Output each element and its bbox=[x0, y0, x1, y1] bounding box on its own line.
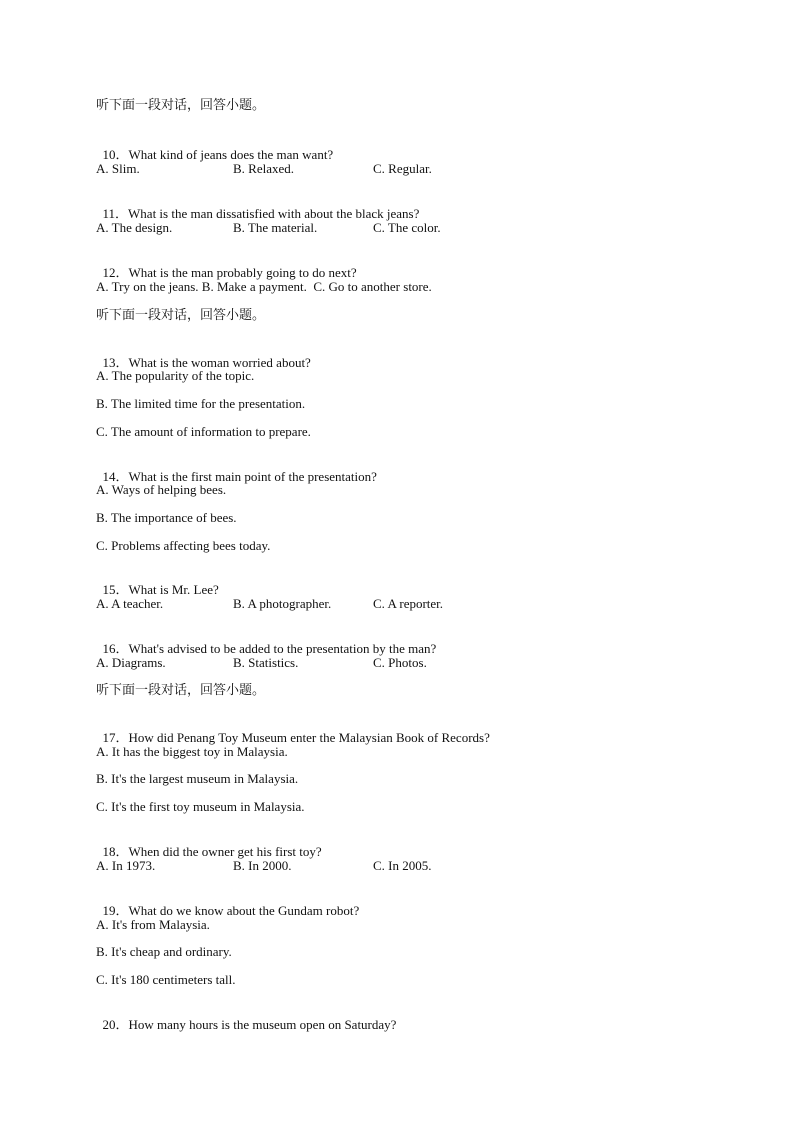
question-13 bbox=[96, 339, 311, 370]
question-19 bbox=[96, 887, 360, 918]
question-number: 10． bbox=[102, 147, 129, 162]
question-number: 13． bbox=[102, 355, 129, 370]
option-c[interactable]: C. In 2005. bbox=[373, 858, 432, 873]
option-b[interactable]: B. In 2000. bbox=[233, 858, 292, 873]
option-a[interactable]: A. Diagrams. bbox=[96, 655, 166, 670]
question-number: 17． bbox=[102, 730, 129, 745]
option-a[interactable]: A. Slim. bbox=[96, 161, 140, 176]
question-text: What is the man probably going to do next? bbox=[128, 265, 357, 280]
question-number: 16． bbox=[102, 641, 129, 656]
question-text: What is the woman worried about? bbox=[128, 355, 311, 370]
question-text: What is the man dissatisfied with about the black jeans? bbox=[128, 206, 420, 221]
option-c[interactable]: C. A reporter. bbox=[373, 596, 444, 611]
option-b[interactable]: B. Relaxed. bbox=[233, 161, 295, 176]
question-number: 20． bbox=[102, 1017, 129, 1032]
option-b[interactable]: B. The importance of bees. bbox=[96, 510, 237, 525]
question-15 bbox=[96, 566, 219, 597]
option-b[interactable]: B. It's cheap and ordinary. bbox=[96, 944, 232, 959]
question-14 bbox=[96, 453, 377, 484]
question-number: 18． bbox=[102, 844, 129, 859]
section-heading: 听下面一段对话，回答小题。 bbox=[96, 308, 266, 323]
options-line[interactable]: A. Try on the jeans. B. Make a payment. C. Go to another store. bbox=[96, 279, 432, 294]
question-text: When did the owner get his first toy? bbox=[128, 844, 322, 859]
question-16 bbox=[96, 625, 437, 656]
option-b[interactable]: B. It's the largest museum in Malaysia. bbox=[96, 771, 299, 786]
option-c[interactable]: C. It's the first toy museum in Malaysia. bbox=[96, 799, 305, 814]
question-number: 12． bbox=[102, 265, 129, 280]
option-b[interactable]: B. The limited time for the presentation. bbox=[96, 396, 306, 411]
question-text: How many hours is the museum open on Saturday? bbox=[128, 1017, 397, 1032]
section-heading: 听下面一段对话，回答小题。 bbox=[96, 683, 266, 698]
option-a[interactable]: A. A teacher. bbox=[96, 596, 164, 611]
option-a[interactable]: A. In 1973. bbox=[96, 858, 156, 873]
question-number: 15． bbox=[102, 582, 129, 597]
option-c[interactable]: C. The amount of information to prepare. bbox=[96, 424, 311, 439]
option-a[interactable]: A. The design. bbox=[96, 220, 173, 235]
question-number: 19． bbox=[102, 903, 129, 918]
question-text: How did Penang Toy Museum enter the Malaysian Book of Records? bbox=[128, 730, 490, 745]
option-c[interactable]: C. Problems affecting bees today. bbox=[96, 538, 271, 553]
section-heading: 听下面一段对话，回答小题。 bbox=[96, 98, 266, 113]
question-11 bbox=[96, 190, 420, 221]
option-a[interactable]: A. Ways of helping bees. bbox=[96, 482, 227, 497]
question-number: 11． bbox=[102, 206, 129, 221]
question-text: What do we know about the Gundam robot? bbox=[128, 903, 360, 918]
option-a[interactable]: A. It's from Malaysia. bbox=[96, 917, 210, 932]
question-10 bbox=[96, 131, 334, 162]
question-20 bbox=[96, 1001, 397, 1032]
option-c[interactable]: C. Regular. bbox=[373, 161, 432, 176]
option-b[interactable]: B. Statistics. bbox=[233, 655, 299, 670]
option-a[interactable]: A. The popularity of the topic. bbox=[96, 368, 255, 383]
option-c[interactable]: C. It's 180 centimeters tall. bbox=[96, 972, 236, 987]
option-a[interactable]: A. It has the biggest toy in Malaysia. bbox=[96, 744, 288, 759]
option-c[interactable]: C. Photos. bbox=[373, 655, 427, 670]
option-b[interactable]: B. A photographer. bbox=[233, 596, 332, 611]
question-text: What kind of jeans does the man want? bbox=[128, 147, 334, 162]
question-12 bbox=[96, 249, 357, 280]
question-number: 14． bbox=[102, 469, 129, 484]
question-17 bbox=[96, 714, 490, 745]
question-text: What is the first main point of the presentation? bbox=[128, 469, 377, 484]
question-text: What's advised to be added to the presentation by the man? bbox=[128, 641, 437, 656]
question-text: What is Mr. Lee? bbox=[128, 582, 219, 597]
option-c[interactable]: C. The color. bbox=[373, 220, 441, 235]
question-18 bbox=[96, 828, 322, 859]
option-b[interactable]: B. The material. bbox=[233, 220, 318, 235]
